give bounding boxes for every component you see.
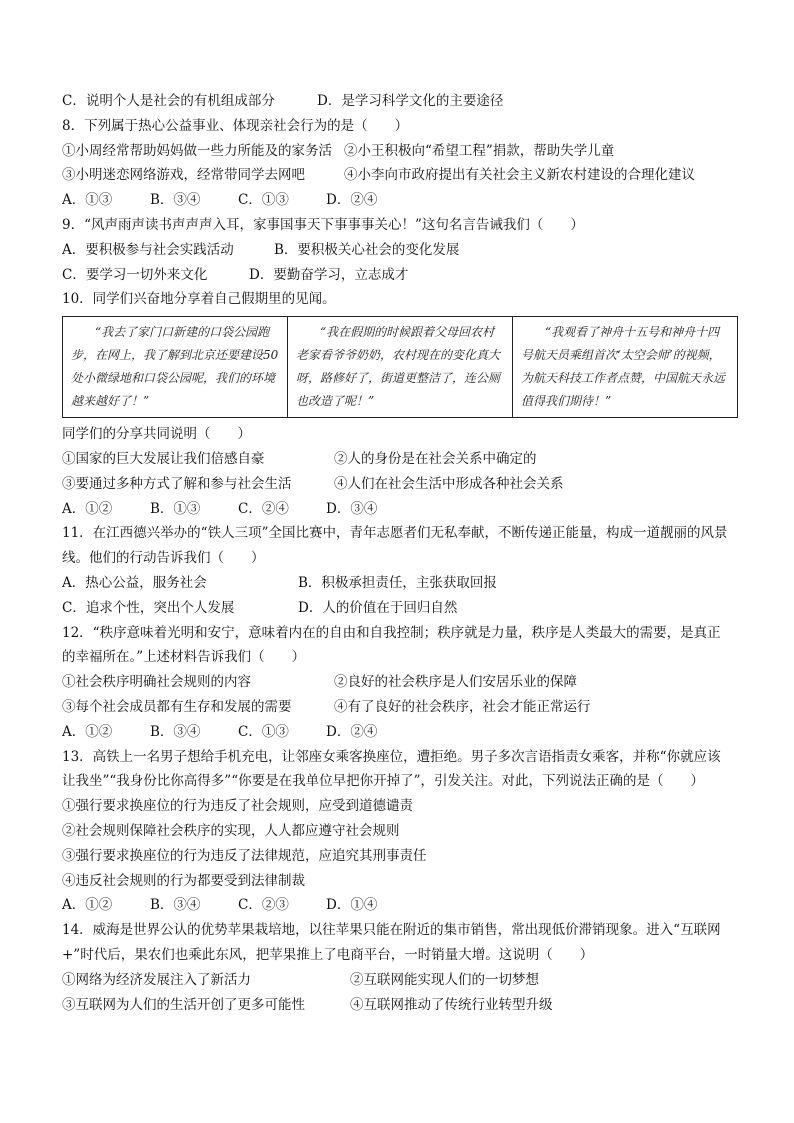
q13-option-2: ②社会规则保障社会秩序的实现，人人都应遵守社会规则 [62, 822, 400, 839]
q12-option-1: ①社会秩序明确社会规则的内容 [62, 674, 251, 691]
q10-option-4: ④人们在社会生活中形成各种社会关系 [334, 475, 564, 492]
q14-stem: 14．威海是世界公认的优势苹果栽培地，以往苹果只能在附近的集市销售，常出现低价滞销现象。进入“互联网+”时代后，果农们也乘此东风，把苹果推上了电商平台，一时销量大增。这说明（ ） [62, 922, 721, 963]
q12-options-row1 [62, 670, 734, 695]
q11-options-cd [62, 596, 734, 621]
q12-stem: 12．“秩序意味着光明和安宁，意味着内在的自由和自我控制；秩序就是力量，秩序是人类最大的需要，是真正的幸福所在。”上述材料告诉我们（ ） [62, 624, 721, 666]
q12-options-row2 [62, 695, 734, 720]
quote-2: “我在假期的时候跟着父母回农村老家看爷爷奶奶，农村现在的变化真大呀，路修好了，街道更整洁了，连公厕也改造了呢！” [287, 317, 512, 417]
option-c: C．说明个人是社会的有机组成部分 [62, 93, 275, 109]
q11-stem: 11．在江西德兴举办的“铁人三项”全国比赛中，青年志愿者们无私奉献，不断传递正能量，构成一道靓丽的风景线。他们的行动告诉我们（ ） [62, 525, 728, 567]
answer-c: C．②③ [238, 897, 289, 914]
quote-3: “我观看了神舟十五号和神舟十四号航天员乘组首次‘太空会师’的视频，为航天科技工作者点赞，中国航天永远值得我们期待！” [512, 317, 737, 417]
answer-d: D．②④ [326, 723, 378, 740]
answer-d: D．③④ [326, 500, 378, 517]
q10-option-2: ②人的身份是在社会关系中确定的 [334, 450, 537, 467]
q12-answers [62, 720, 734, 745]
q10-answers [62, 497, 734, 522]
answer-a: A．①③ [62, 192, 113, 209]
answer-b: B．③④ [150, 723, 201, 740]
answer-c: C．①③ [238, 723, 289, 740]
q13-option-4: ④违反社会规则的行为都要受到法律制裁 [62, 872, 305, 889]
q9-option-d: D．要勤奋学习，立志成才 [249, 266, 409, 283]
answer-b: B．①③ [150, 500, 201, 517]
q14-option-3: ③互联网为人们的生活开创了更多可能性 [62, 996, 305, 1013]
q8-options-row1 [62, 139, 734, 164]
q11-option-b: B．积极承担责任，主张获取回报 [298, 574, 497, 591]
answer-d: D．①④ [326, 897, 378, 914]
q10-option-1: ①国家的巨大发展让我们倍感自豪 [62, 450, 265, 467]
answer-a: A．①② [62, 500, 113, 517]
q13-option-3: ③强行要求换座位的行为违反了法律规范，应追究其刑事责任 [62, 847, 427, 864]
q13-answers [62, 893, 734, 918]
answer-c: C．②④ [238, 500, 289, 517]
q12-option-3: ③每个社会成员都有生存和发展的需要 [62, 698, 292, 715]
q9-stem: 9．“风声雨声读书声声声入耳，家事国事天下事事事关心！”这句名言告诫我们（ ） [62, 216, 584, 233]
q13-option-1: ①强行要求换座位的行为违反了社会规则，应受到道德谴责 [62, 798, 413, 815]
q11-option-a: A．热心公益，服务社会 [62, 574, 207, 591]
answer-a: A．①② [62, 723, 113, 740]
q12-option-2: ②良好的社会秩序是人们安居乐业的保障 [334, 674, 577, 691]
q8-option-2: ②小王积极向“希望工程”捐款，帮助失学儿童 [344, 142, 615, 159]
quote-1: “我去了家门口新建的口袋公园跑步，在网上，我了解到北京还要建设50处小微绿地和口袋公园呢，我们的环境越来越好了！” [71, 325, 279, 409]
q10-options-row2 [62, 472, 734, 497]
q9-options-ab [62, 238, 734, 263]
answer-a: A．①② [62, 897, 113, 914]
answer-d: D．②④ [326, 192, 378, 209]
q14-option-4: ④互联网推动了传统行业转型升级 [350, 996, 553, 1013]
q9-options-cd [62, 263, 734, 288]
q9-option-b: B．要积极关心社会的变化发展 [274, 241, 460, 258]
q8-options-row2 [62, 163, 734, 188]
q10-quote-table [62, 316, 738, 418]
q14-options-row1 [62, 968, 734, 993]
q11-options-ab [62, 571, 734, 596]
q10-stem: 10．同学们兴奋地分享着自己假期里的见闻。 [62, 291, 336, 308]
q8-stem: 8．下列属于热心公益事业、体现亲社会行为的是（ ） [62, 117, 409, 134]
q8-answers [62, 188, 734, 213]
q14-options-row2 [62, 993, 734, 1018]
q11-option-d: D．人的价值在于回归自然 [298, 599, 458, 616]
q13-stem: 13．高铁上一名男子想给手机充电，让邻座女乘客换座位，遭拒绝。男子多次言语指责女乘客，并称“你就应该让我坐”“我身份比你高得多”“你要是在我单位早把你开掉了”，引发关注。对此，下列说法正确的是（ ） [62, 748, 721, 790]
answer-b: B．③④ [150, 897, 201, 914]
q14-option-2: ②互联网能实现人们的一切梦想 [350, 971, 539, 988]
q7-options-cd [62, 89, 734, 114]
answer-b: B．③④ [150, 192, 201, 209]
q8-option-1: ①小周经常帮助妈妈做一些力所能及的家务活 [62, 142, 332, 159]
q8-option-3: ③小明迷恋网络游戏，经常带同学去网吧 [62, 167, 305, 184]
answer-c: C．①③ [238, 192, 289, 209]
q11-option-c: C．追求个性，突出个人发展 [62, 599, 235, 616]
q12-option-4: ④有了良好的社会秩序，社会才能正常运行 [334, 698, 591, 715]
q10-question: 同学们的分享共同说明（ ） [62, 426, 251, 443]
q10-options-row1 [62, 447, 734, 472]
q14-option-1: ①网络为经济发展注入了新活力 [62, 971, 251, 988]
q8-option-4: ④小李向市政府提出有关社会主义新农村建设的合理化建议 [344, 167, 695, 184]
q10-option-3: ③要通过多种方式了解和参与社会生活 [62, 475, 292, 492]
option-d: D．是学习科学文化的主要途径 [317, 93, 504, 109]
q9-option-c: C．要学习一切外来文化 [62, 266, 208, 283]
q9-option-a: A．要积极参与社会实践活动 [62, 241, 234, 258]
